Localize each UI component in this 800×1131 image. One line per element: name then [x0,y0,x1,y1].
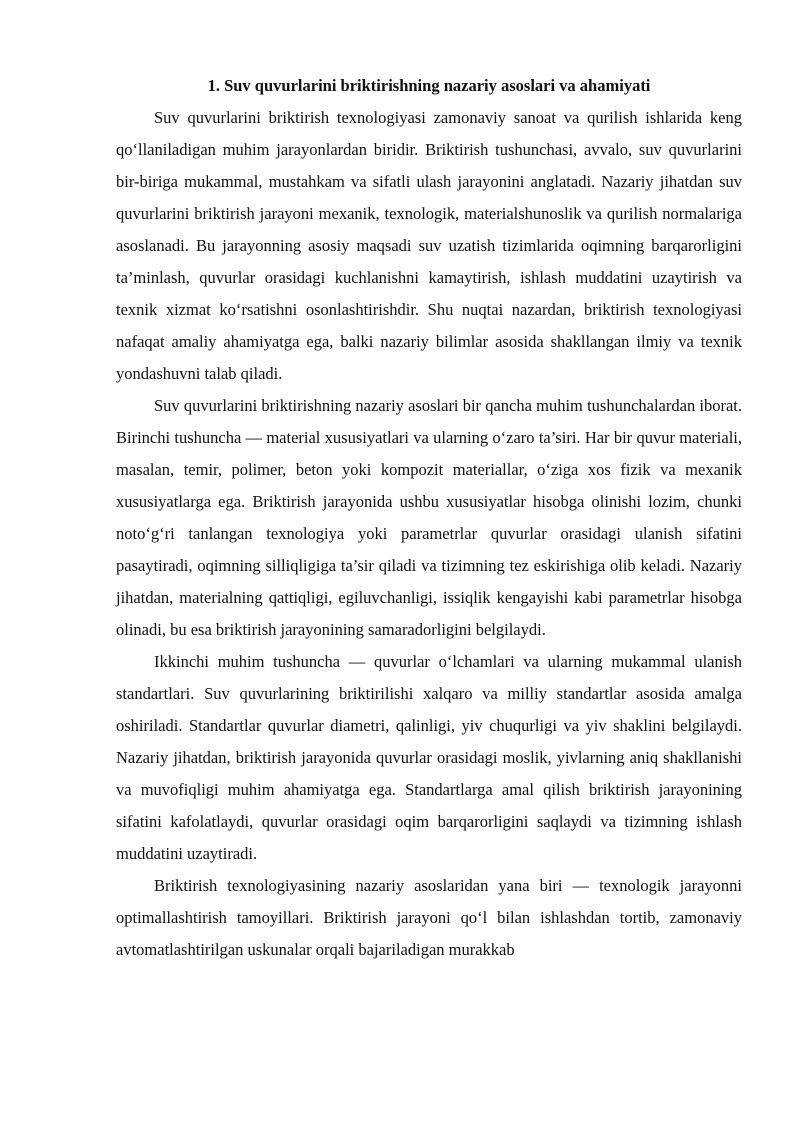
paragraph-2: Suv quvurlarini briktirishning nazariy asoslari bir qancha muhim tushunchalardan iborat. Birinchi tushuncha — material xususiyatlari va ularning o‘zaro ta’siri. Har bir quvur materiali, masalan, temir, polimer, beton yoki kompozit materiallar, o‘ziga xos fizik va mexanik xususiyatlarga ega. Briktirish jarayonida ushbu xususiyatlar hisobga olinishi lozim, chunki noto‘g‘ri tanlangan texnologiya yoki parametrlar quvurlar orasidagi ulanish sifatini pasaytiradi, oqimning silliqligiga ta’sir qiladi va tizimning tez eskirishiga olib keladi. Nazariy jihatdan, materialning qattiqligi, egiluvchanligi, issiqlik kengayishi kabi parametrlar hisobga olinadi, bu esa briktirish jarayonining samaradorligini belgilaydi. [116,396,742,639]
paragraph-3: Ikkinchi muhim tushuncha — quvurlar o‘lchamlari va ularning mukammal ulanish standartlari. Suv quvurlarining briktirilishi xalqaro va milliy standartlar asosida amalga oshiriladi. Standartlar quvurlar diametri, qalinligi, yiv chuqurligi va yiv shaklini belgilaydi. Nazariy jihatdan, briktirish jarayonida quvurlar orasidagi moslik, yivlarning aniq shakllanishi va muvofiqligi muhim ahamiyatga ega. Standartlarga amal qilish briktirish jarayonining sifatini kafolatlaydi, quvurlar orasidagi oqim barqarorligini saqlaydi va tizimning ishlash muddatini uzaytiradi. [116,652,742,863]
paragraph-1: Suv quvurlarini briktirish texnologiyasi zamonaviy sanoat va qurilish ishlarida keng qo‘llaniladigan muhim jarayonlardan biridir. Briktirish tushunchasi, avvalo, suv quvurlarini bir-biriga mukammal, mustahkam va sifatli ulash jarayonini anglatadi. Nazariy jihatdan suv quvurlarini briktirish jarayoni mexanik, texnologik, materialshunoslik va qurilish normalariga asoslanadi. Bu jarayonning asosiy maqsadi suv uzatish tizimlarida oqimning barqarorligini ta’minlash, quvurlar orasidagi kuchlanishni kamaytirish, ishlash muddatini uzaytirish va texnik xizmat ko‘rsatishni osonlashtirishdir. Shu nuqtai nazardan, briktirish texnologiyasi nafaqat amaliy ahamiyatga ega, balki nazariy bilimlar asosida shakllangan ilmiy va texnik yondashuvni talab qiladi. [116,108,742,383]
section-heading: 1. Suv quvurlarini briktirishning nazariy asoslari va ahamiyati [207,76,651,95]
document-body [116,70,742,966]
paragraph-4: Briktirish texnologiyasining nazariy asoslaridan yana biri — texnologik jarayonni optimallashtirish tamoyillari. Briktirish jarayoni qo‘l bilan ishlashdan tortib, zamonaviy avtomatlashtirilgan uskunalar orqali bajariladigan murakkab [116,876,742,959]
